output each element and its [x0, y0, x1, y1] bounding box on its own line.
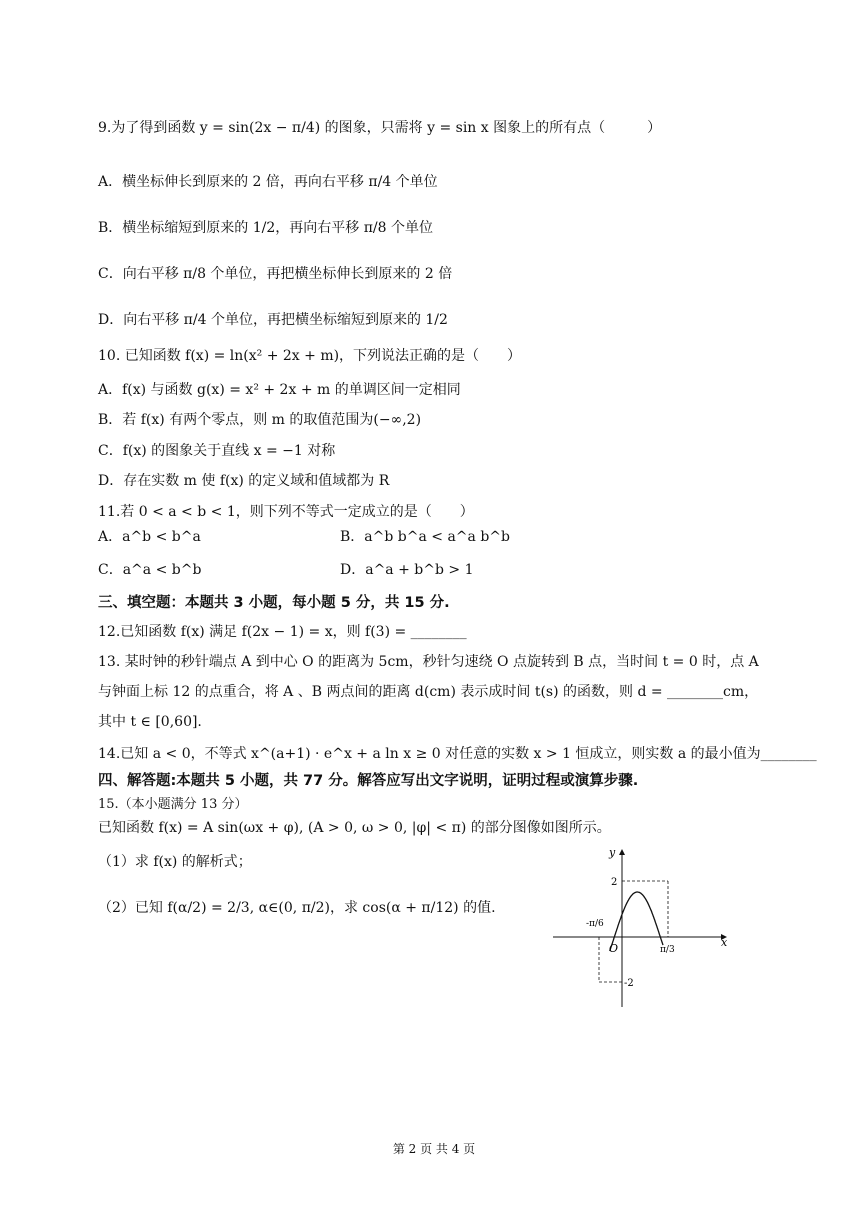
q9-option-b: B．横坐标缩短到原来的 1/2，再向右平移 π/8 个单位 — [98, 220, 433, 236]
y-min-label: -2 — [624, 978, 634, 989]
q10-option-a: A．f(x) 与函数 g(x) = x² + 2x + m 的单调区间一定相同 — [98, 382, 461, 398]
q13-line3: 其中 t ∈ [0,60]. — [98, 714, 202, 730]
q10-option-d: D．存在实数 m 使 f(x) 的定义域和值域都为 R — [98, 473, 390, 489]
q15-title: 15.（本小题满分 13 分） — [98, 797, 248, 812]
x-axis-label: x — [721, 936, 728, 949]
q10-stem: 10. 已知函数 f(x) = ln(x² + 2x + m)，下列说法正确的是（ ） — [98, 348, 522, 364]
q15-part1: （1）求 f(x) 的解析式； — [98, 854, 252, 870]
q10-option-b: B．若 f(x) 有两个零点，则 m 的取值范围为(−∞,2) — [98, 412, 422, 428]
section-3-heading: 三、填空题：本题共 3 小题，每小题 5 分，共 15 分. — [98, 595, 450, 611]
q13-line2: 与钟面上标 12 的点重合，将 A 、B 两点间的距离 d(cm) 表示成时间 t(s) 的函数，则 d = ________cm， — [98, 684, 759, 700]
q15-stem: 已知函数 f(x) = A sin(ωx + φ), (A > 0, ω > 0, |φ| < π) 的部分图像如图所示。 — [98, 820, 611, 836]
sine-graph — [548, 842, 738, 1012]
q14: 14.已知 a < 0，不等式 x^(a+1) · e^x + a ln x ≥ 0 对任意的实数 x > 1 恒成立，则实数 a 的最小值为________ — [98, 746, 817, 762]
q9-stem: 9.为了得到函数 y = sin(2x − π/4) 的图象，只需将 y = sin x 图象上的所有点（ ） — [98, 120, 662, 136]
q15-part2: （2）已知 f(α/2) = 2/3, α∈(0, π/2)，求 cos(α + π/12) 的值. — [98, 900, 496, 916]
q12: 12.已知函数 f(x) 满足 f(2x − 1) = x，则 f(3) = ________ — [98, 624, 467, 640]
x-right-label: π/3 — [660, 945, 675, 955]
q9-option-a: A．横坐标伸长到原来的 2 倍，再向右平移 π/4 个单位 — [98, 174, 438, 190]
page-footer: 第 2 页 共 4 页 — [392, 1142, 476, 1156]
y-axis-label: y — [609, 846, 616, 859]
q9-option-d: D．向右平移 π/4 个单位，再把横坐标缩短到原来的 1/2 — [98, 312, 448, 328]
q11-option-c: C．a^a < b^b — [98, 562, 202, 578]
q11-option-b: B．a^b b^a < a^a b^b — [340, 529, 510, 545]
section-4-heading: 四、解答题:本题共 5 小题，共 77 分。解答应写出文字说明，证明过程或演算步骤. — [98, 773, 639, 789]
q11-stem: 11.若 0 < a < b < 1，则下列不等式一定成立的是（ ） — [98, 504, 474, 520]
y-max-label: 2 — [611, 877, 618, 888]
q9-option-c: C．向右平移 π/8 个单位，再把横坐标伸长到原来的 2 倍 — [98, 266, 453, 282]
x-left-label: -π/6 — [586, 919, 604, 929]
q10-option-c: C．f(x) 的图象关于直线 x = −1 对称 — [98, 443, 336, 459]
q11-option-a: A．a^b < b^a — [98, 529, 201, 545]
origin-label: O — [609, 942, 619, 955]
q13-line1: 13. 某时钟的秒针端点 A 到中心 O 的距离为 5cm，秒针匀速绕 O 点旋转到 B 点，当时间 t = 0 时，点 A — [98, 654, 759, 670]
q11-option-d: D．a^a + b^b > 1 — [340, 562, 474, 578]
